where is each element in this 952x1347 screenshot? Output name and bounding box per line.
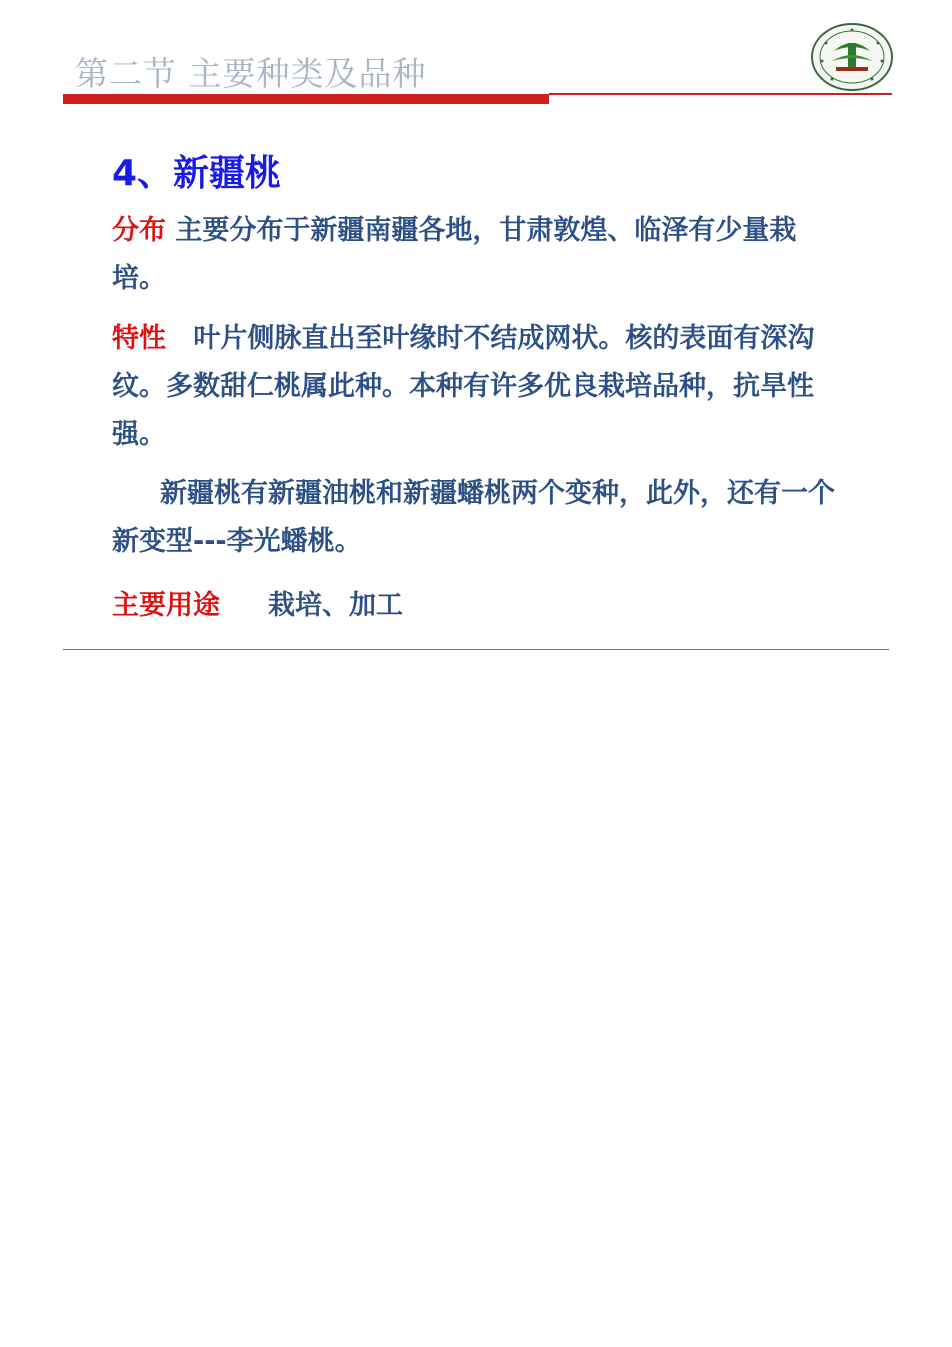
header-divider-thin [549, 93, 892, 95]
distribution-label: 分布 [112, 215, 166, 246]
header-divider-thick [63, 94, 549, 104]
page-title: 第二节 主要种类及品种 [75, 54, 427, 93]
usage-paragraph [112, 582, 842, 630]
distribution-paragraph [112, 207, 842, 303]
varieties-paragraph: 新疆桃有新疆油桃和新疆蟠桃两个变种，此外，还有一个新变型---李光蟠桃。 [112, 478, 835, 557]
distribution-text: 主要分布于新疆南疆各地，甘肃敦煌、临泽有少量栽培。 [112, 215, 797, 294]
footer-divider [63, 649, 889, 650]
usage-label: 主要用途 [112, 590, 220, 621]
university-seal-icon [808, 21, 896, 93]
characteristics-paragraph [112, 315, 842, 459]
usage-text: 栽培、加工 [268, 590, 403, 621]
section-subtitle: 4、新疆桃 [112, 153, 282, 194]
characteristics-text: 叶片侧脉直出至叶缘时不结成网状。核的表面有深沟纹。多数甜仁桃属此种。本种有许多优良栽培品种，抗旱性强。 [112, 323, 815, 450]
characteristics-label: 特性 [112, 323, 166, 354]
